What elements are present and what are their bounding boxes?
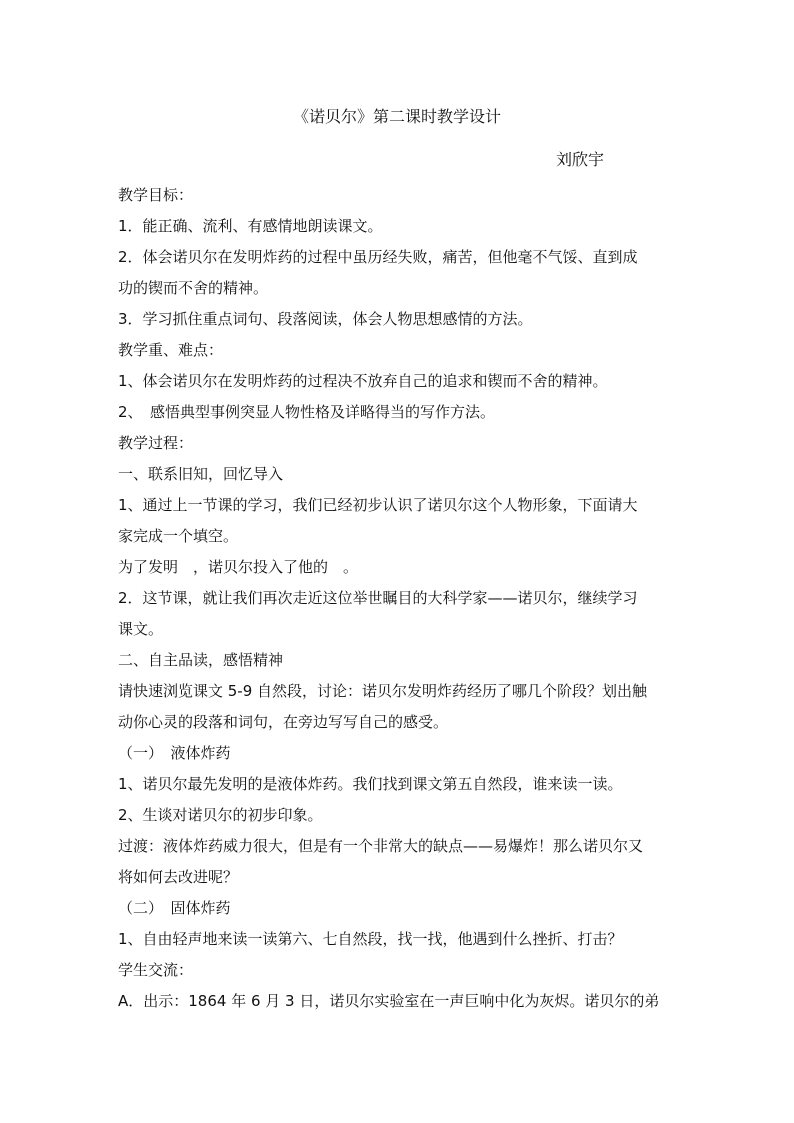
text-line: 家完成一个填空。 (118, 527, 239, 545)
text-line: 1．能正确、流利、有感情地朗读课文。 (118, 217, 383, 235)
text-line: 2、 感悟典型事例突显人物性格及详略得当的写作方法。 (118, 403, 496, 421)
text-line: 3．学习抓住重点词句、段落阅读，体会人物思想感情的方法。 (118, 310, 533, 328)
text-line: 教学目标： (118, 186, 194, 204)
text-line: 1、通过上一节课的学习，我们已经初步认识了诺贝尔这个人物形象，下面请大 (118, 496, 638, 514)
text-line: 为了发明 ，诺贝尔投入了他的 。 (118, 558, 359, 576)
text-line: 请快速浏览课文 5-9 自然段，讨论：诺贝尔发明炸药经历了哪几个阶段？划出触 (118, 682, 648, 700)
text-line: 课文。 (118, 620, 164, 638)
text-line: 学生交流： (118, 961, 194, 979)
text-line: 1、诺贝尔最先发明的是液体炸药。我们找到课文第五自然段，谁来读一读。 (118, 775, 623, 793)
text-line: 功的锲而不舍的精神。 (118, 279, 269, 297)
document-body (118, 180, 678, 1017)
text-line: 二、自主品读，感悟精神 (118, 651, 284, 669)
text-line: 2．这节课，就让我们再次走近这位举世瞩目的大科学家——诺贝尔，继续学习 (118, 589, 638, 607)
text-line: A．出示：1864 年 6 月 3 日，诺贝尔实验室在一声巨响中化为灰烬。诺贝尔的弟 (118, 992, 660, 1010)
text-line: 教学重、难点： (118, 341, 224, 359)
text-line: （二） 固体炸药 (118, 899, 231, 917)
text-line: 一、联系旧知，回忆导入 (118, 465, 284, 483)
text-line: 教学过程： (118, 434, 194, 452)
text-line: 1、体会诺贝尔在发明炸药的过程决不放弃自己的追求和锲而不舍的精神。 (118, 372, 608, 390)
text-line: 1、自由轻声地来读一读第六、七自然段，找一找，他遇到什么挫折、打击？ (118, 930, 623, 948)
text-line: 将如何去改进呢？ (118, 868, 239, 886)
text-line: 2、生谈对诺贝尔的初步印象。 (118, 806, 323, 824)
text-line: 过渡：液体炸药威力很大，但是有一个非常大的缺点——易爆炸！那么诺贝尔又 (118, 837, 644, 855)
text-line: 动你心灵的段落和词句，在旁边写写自己的感受。 (118, 713, 449, 731)
author-name: 刘欣宇 (556, 150, 605, 169)
document-title: 《诺贝尔》第二课时教学设计 (292, 107, 501, 126)
text-line: （一） 液体炸药 (118, 744, 231, 762)
text-line: 2．体会诺贝尔在发明炸药的过程中虽历经失败，痛苦，但他毫不气馁、直到成 (118, 248, 638, 266)
